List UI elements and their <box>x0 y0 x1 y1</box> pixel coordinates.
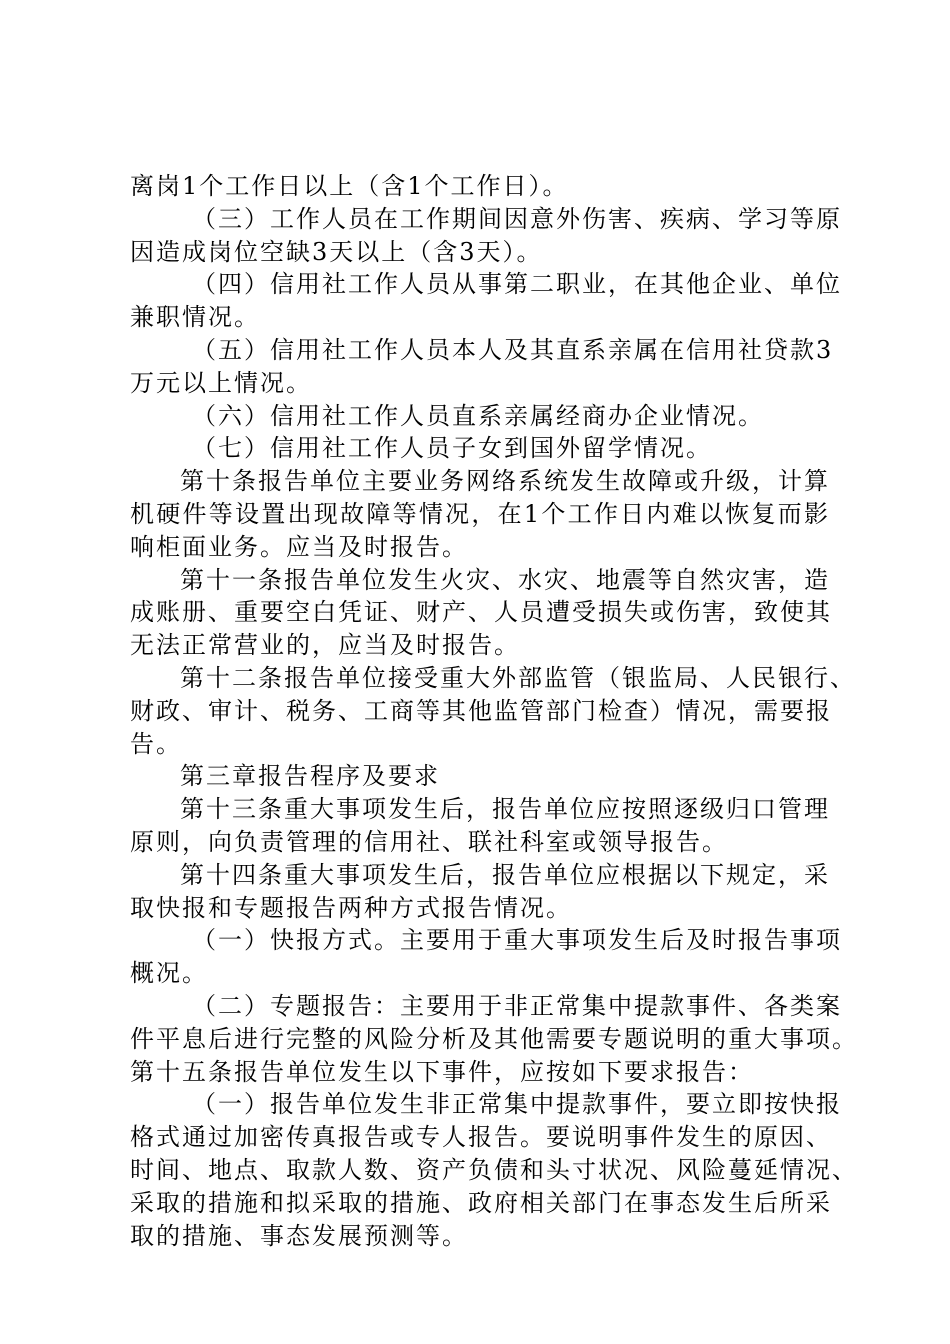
text-line: 响柜面业务。应当及时报告。 <box>130 532 468 561</box>
text-line: 第十四条重大事项发生后，报告单位应根据以下规定，采 <box>180 860 830 889</box>
text-line: 离岗1个工作日以上（含1个工作日）。 <box>130 172 569 200</box>
text-line: 第十条报告单位主要业务网络系统发生故障或升级，计算 <box>180 467 830 496</box>
text-line: （七）信用社工作人员子女到国外留学情况。 <box>192 434 712 463</box>
text-line: （四）信用社工作人员从事第二职业，在其他企业、单位 <box>192 270 842 299</box>
text-line: 因造成岗位空缺3天以上（含3天）。 <box>130 237 543 266</box>
chapter-heading: 第三章报告程序及要求 <box>180 762 440 791</box>
text-line: 第十五条报告单位发生以下事件，应按如下要求报告： <box>130 1057 754 1086</box>
text-line: 取快报和专题报告两种方式报告情况。 <box>130 893 572 922</box>
text-line: 财政、审计、税务、工商等其他监管部门检查）情况，需要报 <box>130 696 832 725</box>
text-line: 第十一条报告单位发生火灾、水灾、地震等自然灾害，造 <box>180 565 830 594</box>
text-line: 无法正常营业的，应当及时报告。 <box>130 631 520 660</box>
text-line: 原则，向负责管理的信用社、联社科室或领导报告。 <box>130 827 728 856</box>
text-line: 格式通过加密传真报告或专人报告。要说明事件发生的原因、 <box>130 1123 832 1152</box>
text-line: 第十二条报告单位接受重大外部监管（银监局、人民银行、 <box>180 663 856 692</box>
text-line: （二）专题报告：主要用于非正常集中提款事件、各类案 <box>192 991 842 1020</box>
text-line: 兼职情况。 <box>130 303 260 332</box>
text-line: 万元以上情况。 <box>130 368 312 397</box>
document-body <box>130 170 858 1252</box>
text-line: 第十三条重大事项发生后，报告单位应按照逐级归口管理 <box>180 795 830 824</box>
text-line: （一）报告单位发生非正常集中提款事件，要立即按快报 <box>192 1090 842 1119</box>
text-line: 成账册、重要空白凭证、财产、人员遭受损失或伤害，致使其 <box>130 598 832 627</box>
text-line: 件平息后进行完整的风险分析及其他需要专题说明的重大事项。 <box>130 1024 858 1053</box>
text-line: 机硬件等设置出现故障等情况，在1个工作日内难以恢复而影 <box>130 499 830 528</box>
text-line: 概况。 <box>130 959 208 988</box>
text-line: 取的措施、事态发展预测等。 <box>130 1221 468 1250</box>
text-line: 告。 <box>130 729 182 758</box>
text-line: （三）工作人员在工作期间因意外伤害、疾病、学习等原 <box>192 204 842 233</box>
text-line: （一）快报方式。主要用于重大事项发生后及时报告事项 <box>192 926 842 955</box>
text-line: 采取的措施和拟采取的措施、政府相关部门在事态发生后所采 <box>130 1188 832 1217</box>
text-line: （五）信用社工作人员本人及其直系亲属在信用社贷款3 <box>192 335 834 364</box>
text-line: （六）信用社工作人员直系亲属经商办企业情况。 <box>192 401 764 430</box>
text-line: 时间、地点、取款人数、资产负债和头寸状况、风险蔓延情况、 <box>130 1155 858 1184</box>
